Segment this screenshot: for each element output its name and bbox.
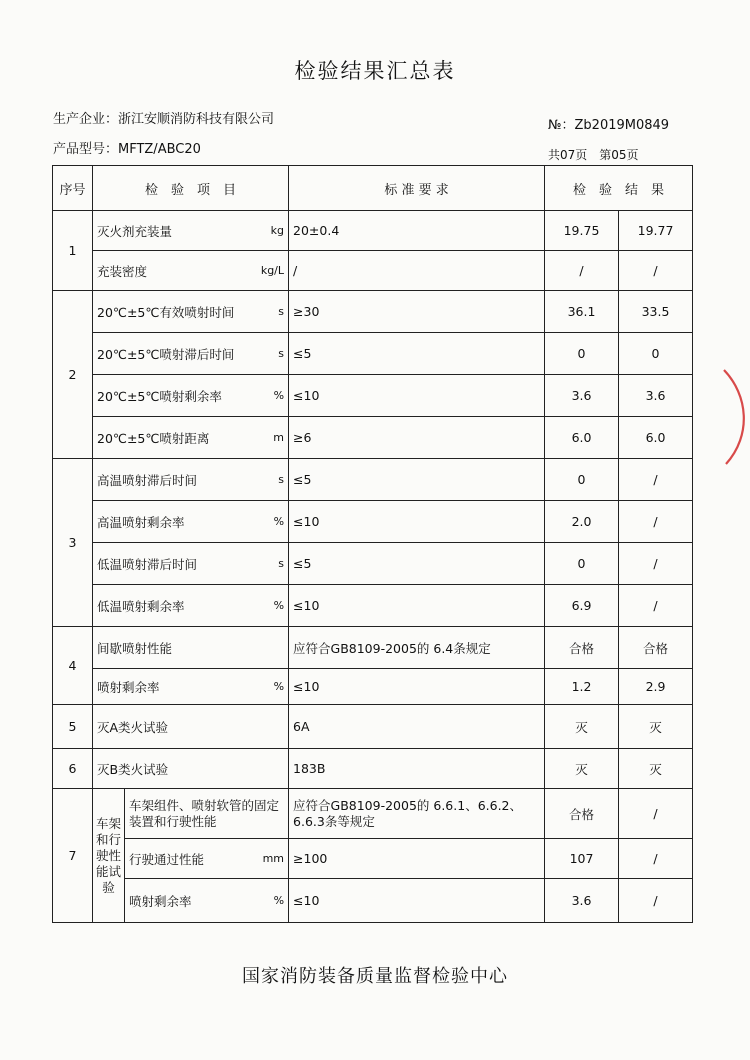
- table-row: [53, 839, 693, 879]
- item-label: 灭火剂充装量: [97, 223, 173, 239]
- result-1: 107: [545, 839, 619, 879]
- item-unit: %: [273, 515, 285, 528]
- result-2: 3.6: [619, 375, 693, 417]
- table-row: [53, 417, 693, 459]
- standard-cell: 6A: [289, 705, 545, 749]
- item-label: 低温喷射滞后时间: [97, 556, 198, 572]
- item-unit: %: [273, 389, 285, 402]
- item-cell: [125, 839, 289, 879]
- item-cell: [93, 543, 289, 585]
- result-1: 2.0: [545, 501, 619, 543]
- item-unit: m: [273, 431, 285, 444]
- item-cell: [93, 291, 289, 333]
- table-row: [53, 879, 693, 923]
- result-1: 0: [545, 459, 619, 501]
- result-2: /: [619, 585, 693, 627]
- item-label: 高温喷射滞后时间: [97, 472, 198, 488]
- standard-cell: ≤10: [289, 375, 545, 417]
- table-row: [53, 291, 693, 333]
- header-no: 序号: [53, 166, 93, 211]
- item-label: 20℃±5℃喷射剩余率: [97, 388, 222, 404]
- result-2: /: [619, 501, 693, 543]
- item-label: 灭B类火试验: [97, 761, 169, 777]
- standard-cell: ≥6: [289, 417, 545, 459]
- result-2: 0: [619, 333, 693, 375]
- table-row: [53, 705, 693, 749]
- results-table: [52, 165, 693, 923]
- table-row: [53, 789, 693, 839]
- item-cell: [93, 585, 289, 627]
- result-1: 36.1: [545, 291, 619, 333]
- table-row: [53, 501, 693, 543]
- manufacturer-line: 生产企业：浙江安顺消防科技有限公司: [53, 112, 275, 127]
- standard-cell: 应符合GB8109-2005的 6.6.1、6.6.2、6.6.3条等规定: [289, 789, 545, 839]
- item-unit: s: [278, 347, 285, 360]
- standard-cell: ≤10: [289, 879, 545, 923]
- item-label: 高温喷射剩余率: [97, 514, 185, 530]
- item-unit: kg: [270, 224, 285, 237]
- result-2: 灭: [619, 705, 693, 749]
- red-stamp-fragment: [718, 360, 750, 470]
- item-cell: [93, 459, 289, 501]
- table-row: [53, 333, 693, 375]
- product-model-line: 产品型号：MFTZ/ABC20: [53, 142, 201, 157]
- result-1: 1.2: [545, 669, 619, 705]
- result-2: 19.77: [619, 211, 693, 251]
- table-row: [53, 669, 693, 705]
- item-unit: s: [278, 305, 285, 318]
- item-unit: kg/L: [260, 264, 285, 277]
- result-2: /: [619, 839, 693, 879]
- stamp-arc-icon: [718, 360, 750, 470]
- table-row: [53, 375, 693, 417]
- table-header-row: [53, 166, 693, 211]
- table-row: [53, 543, 693, 585]
- item-label: 低温喷射剩余率: [97, 598, 185, 614]
- standard-cell: ≤10: [289, 585, 545, 627]
- header-item: 检 验 项 目: [93, 166, 289, 211]
- item-unit: %: [273, 599, 285, 612]
- item-label: 喷射剩余率: [129, 893, 192, 909]
- standard-cell: ≥30: [289, 291, 545, 333]
- item-label: 行驶通过性能: [129, 851, 205, 867]
- result-2: /: [619, 251, 693, 291]
- table-row: [53, 459, 693, 501]
- item-label: 灭A类火试验: [97, 719, 169, 735]
- standard-cell: ≤5: [289, 459, 545, 501]
- result-1: 0: [545, 543, 619, 585]
- document-number: №：Zb2019M0849: [548, 118, 670, 133]
- item-unit: s: [278, 557, 285, 570]
- item-cell: [125, 879, 289, 923]
- result-2: 合格: [619, 627, 693, 669]
- standard-cell: ≥100: [289, 839, 545, 879]
- result-2: /: [619, 879, 693, 923]
- group-label: 车架和行驶性能试验: [93, 789, 125, 923]
- group-number: 2: [53, 291, 93, 459]
- standard-cell: 183B: [289, 749, 545, 789]
- standard-cell: /: [289, 251, 545, 291]
- result-2: /: [619, 543, 693, 585]
- group-number: 7: [53, 789, 93, 923]
- table-row: [53, 585, 693, 627]
- item-cell: [93, 251, 289, 291]
- result-1: 6.0: [545, 417, 619, 459]
- item-unit: %: [273, 894, 285, 907]
- result-1: 3.6: [545, 879, 619, 923]
- item-cell: [93, 375, 289, 417]
- standard-cell: 应符合GB8109-2005的 6.4条规定: [289, 627, 545, 669]
- issuing-organization: 国家消防装备质量监督检验中心: [242, 966, 508, 987]
- item-cell: [93, 333, 289, 375]
- standard-cell: ≤5: [289, 333, 545, 375]
- header-standard: 标 准 要 求: [289, 166, 545, 211]
- result-1: 6.9: [545, 585, 619, 627]
- group-number: 5: [53, 705, 93, 749]
- result-1: 灭: [545, 749, 619, 789]
- item-cell: [93, 627, 289, 669]
- item-label: 20℃±5℃喷射距离: [97, 430, 210, 446]
- item-cell: [93, 669, 289, 705]
- item-cell: 车架组件、喷射软管的固定装置和行驶性能: [125, 789, 289, 839]
- result-1: /: [545, 251, 619, 291]
- result-1: 0: [545, 333, 619, 375]
- group-number: 4: [53, 627, 93, 705]
- standard-cell: ≤10: [289, 501, 545, 543]
- result-2: 6.0: [619, 417, 693, 459]
- page-indicator: 共07页 第05页: [548, 148, 639, 162]
- item-label: 20℃±5℃喷射滞后时间: [97, 346, 235, 362]
- item-cell: [93, 749, 289, 789]
- item-unit: %: [273, 680, 285, 693]
- result-2: /: [619, 459, 693, 501]
- result-2: /: [619, 789, 693, 839]
- standard-cell: ≤5: [289, 543, 545, 585]
- table-row: [53, 251, 693, 291]
- header-result: 检 验 结 果: [545, 166, 693, 211]
- result-2: 33.5: [619, 291, 693, 333]
- item-cell: [93, 705, 289, 749]
- result-1: 灭: [545, 705, 619, 749]
- result-2: 2.9: [619, 669, 693, 705]
- item-cell: [93, 211, 289, 251]
- result-1: 3.6: [545, 375, 619, 417]
- item-label: 20℃±5℃有效喷射时间: [97, 304, 235, 320]
- document-title: 检验结果汇总表: [294, 59, 456, 83]
- result-2: 灭: [619, 749, 693, 789]
- group-number: 6: [53, 749, 93, 789]
- table-row: [53, 211, 693, 251]
- table-row: [53, 749, 693, 789]
- standard-cell: 20±0.4: [289, 211, 545, 251]
- result-1: 19.75: [545, 211, 619, 251]
- group-number: 1: [53, 211, 93, 291]
- item-unit: s: [278, 473, 285, 486]
- item-cell: [93, 501, 289, 543]
- item-unit: mm: [262, 852, 285, 865]
- item-label: 喷射剩余率: [97, 679, 160, 695]
- result-1: 合格: [545, 627, 619, 669]
- table-row: [53, 627, 693, 669]
- standard-cell: ≤10: [289, 669, 545, 705]
- item-label: 间歇喷射性能: [97, 640, 173, 656]
- item-cell: [93, 417, 289, 459]
- result-1: 合格: [545, 789, 619, 839]
- group-number: 3: [53, 459, 93, 627]
- item-label: 充装密度: [97, 263, 148, 279]
